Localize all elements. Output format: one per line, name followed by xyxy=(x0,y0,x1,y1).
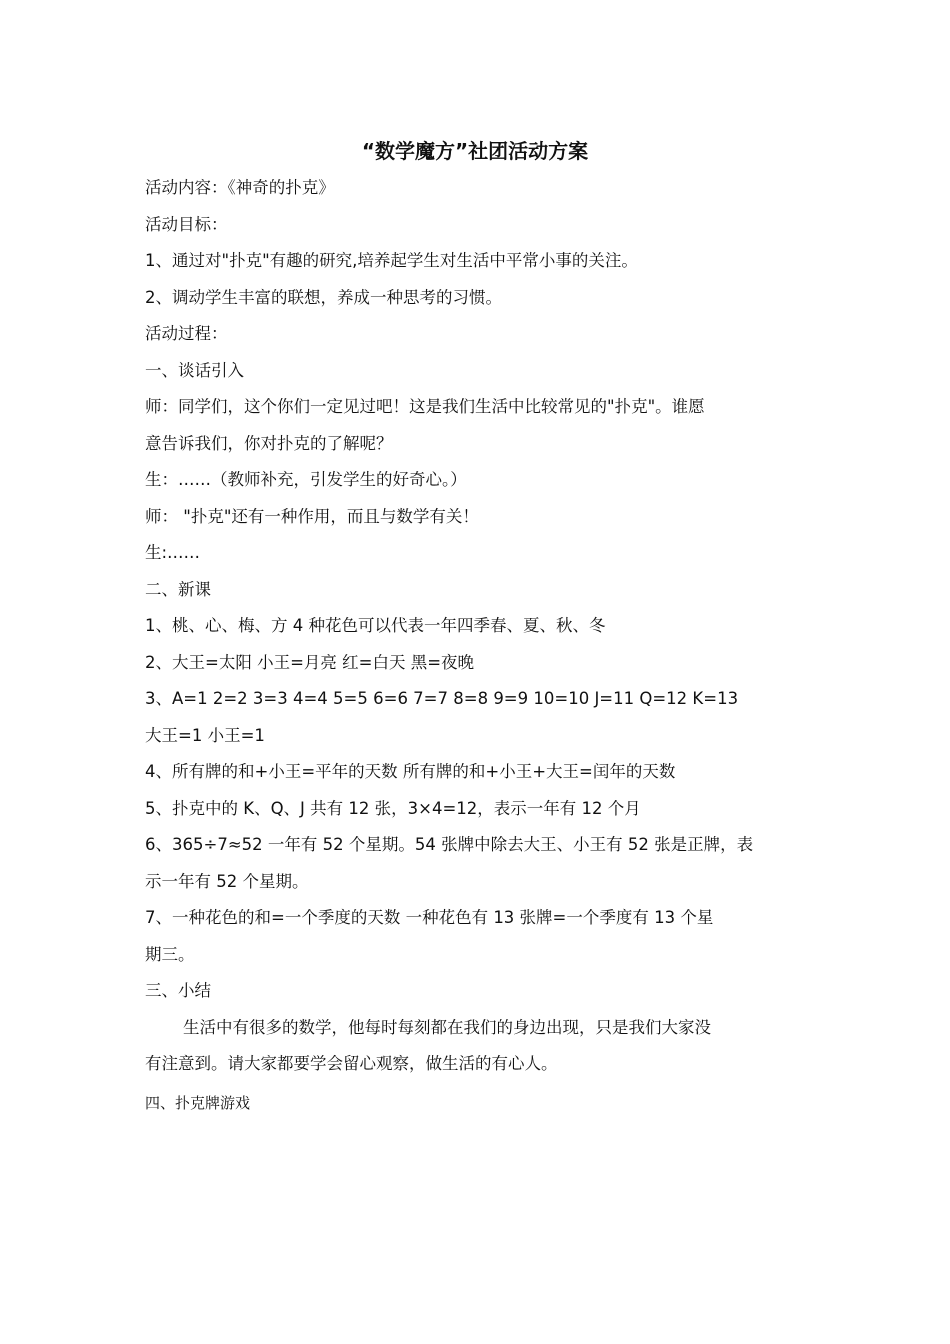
lesson-item-6-cont: 示一年有 52 个星期。 xyxy=(145,872,309,891)
lesson-item-2: 2、大王=太阳 小王=月亮 红=白天 黑=夜晚 xyxy=(145,653,475,672)
activity-goal-heading: 活动目标： xyxy=(145,215,228,234)
lesson-item-5: 5、扑克中的 K、Q、J 共有 12 张，3×4=12，表示一年有 12 个月 xyxy=(145,799,641,818)
summary-paragraph-line-2: 有注意到。请大家都要学会留心观察，做生活的有心人。 xyxy=(145,1054,558,1073)
document-title: “数学魔方”社团活动方案 xyxy=(361,139,589,163)
lesson-item-3-cont: 大王=1 小王=1 xyxy=(145,726,265,745)
dialogue-student-1: 生：……（教师补充，引发学生的好奇心。） xyxy=(145,470,467,489)
section-heading-poker-game: 四、扑克牌游戏 xyxy=(145,1094,251,1112)
lesson-item-7: 7、一种花色的和=一个季度的天数 一种花色有 13 张牌=一个季度有 13 个星 xyxy=(145,908,714,927)
section-heading-intro: 一、谈话引入 xyxy=(145,361,244,380)
lesson-item-3: 3、A=1 2=2 3=3 4=4 5=5 6=6 7=7 8=8 9=9 10=10 J=11 Q=12 K=13 xyxy=(145,689,739,708)
dialogue-teacher-1a: 师：同学们，这个你们一定见过吧！这是我们生活中比较常见的"扑克"。谁愿 xyxy=(145,397,705,416)
lesson-item-4: 4、所有牌的和+小王=平年的天数 所有牌的和+小王+大王=闰年的天数 xyxy=(145,762,676,781)
goal-item-1: 1、通过对"扑克"有趣的研究,培养起学生对生活中平常小事的关注。 xyxy=(145,251,638,270)
section-heading-new-lesson: 二、新课 xyxy=(145,580,211,599)
lesson-item-6: 6、365÷7≈52 一年有 52 个星期。54 张牌中除去大王、小王有 52 张是正牌，表 xyxy=(145,835,754,854)
goal-item-2: 2、调动学生丰富的联想，养成一种思考的习惯。 xyxy=(145,288,502,307)
dialogue-teacher-2: 师： "扑克"还有一种作用，而且与数学有关！ xyxy=(145,507,479,526)
dialogue-teacher-1b: 意告诉我们，你对扑克的了解呢？ xyxy=(145,434,393,453)
activity-content-line: 活动内容：《神奇的扑克》 xyxy=(145,178,335,197)
section-heading-summary: 三、小结 xyxy=(145,981,211,1000)
summary-paragraph-line-1: 生活中有很多的数学，他每时每刻都在我们的身边出现，只是我们大家没 xyxy=(183,1018,711,1037)
activity-process-heading: 活动过程： xyxy=(145,324,228,343)
lesson-item-1: 1、桃、心、梅、方 4 种花色可以代表一年四季春、夏、秋、冬 xyxy=(145,616,606,635)
lesson-item-7-cont: 期三。 xyxy=(145,945,195,964)
dialogue-student-2: 生:…… xyxy=(145,543,201,562)
